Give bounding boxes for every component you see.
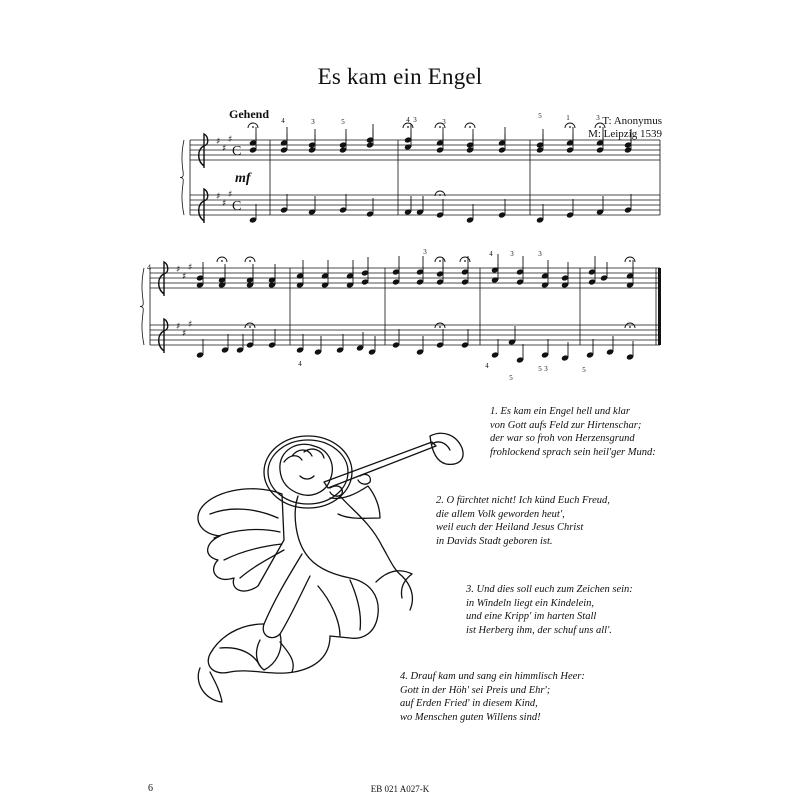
fingering-number: 5 (509, 374, 513, 382)
fingering-number: 4 (406, 116, 410, 124)
sharp-icon: ♯ (188, 320, 193, 330)
verse-3 (466, 583, 633, 637)
tempo-marking: Gehend (229, 107, 270, 121)
fingering-number: 3 (413, 116, 417, 124)
fingering-number: 4 (489, 250, 493, 258)
fingering-number: 5 (538, 365, 542, 373)
fingering-number: 4 (485, 362, 489, 370)
verse-line: wo Menschen guten Willens sind! (400, 711, 541, 723)
verse-line: 2. O fürchtet nicht! Ich künd Euch Freud, (436, 495, 610, 506)
treble-clef-icon (159, 319, 168, 353)
sharp-icon: ♯ (176, 322, 181, 332)
fermata-dot (249, 326, 251, 328)
verse-line: in Davids Stadt geboren ist. (436, 535, 553, 547)
fermata-dot (249, 260, 251, 262)
sharp-icon: ♯ (222, 199, 227, 209)
verse-line: ist Herberg ihm, der schuf uns all'. (466, 624, 612, 636)
fingering-number: 3 (442, 118, 446, 126)
fermata-dot (629, 326, 631, 328)
sharp-icon: ♯ (216, 137, 221, 147)
fermata-dot (221, 260, 223, 262)
fingering-number: 4 (281, 117, 285, 125)
fingering-number: 3 (544, 365, 548, 373)
page-number: 6 (148, 783, 153, 794)
brace (180, 140, 184, 215)
fingering-number: 4 (298, 360, 302, 368)
verse-line: 4. Drauf kam und sang ein himmlisch Heer: (400, 671, 585, 682)
final-bar (658, 268, 661, 345)
treble-clef-icon (199, 189, 208, 223)
fermata-dot (407, 126, 409, 128)
verse-line: auf Erden Fried' in diesem Kind, (400, 698, 538, 709)
verse-line: Gott in der Höh' sei Preis und Ehr'; (400, 684, 551, 696)
fingering-number: 3 (596, 114, 600, 122)
fingering-number: 5 (341, 118, 345, 126)
fingering-number: 5 (538, 112, 542, 120)
fermata-dot (252, 126, 254, 128)
fermata-dot (469, 126, 471, 128)
fingering-number: 1 (566, 114, 570, 122)
verse-line: in Windeln liegt ein Kindelein, (466, 597, 595, 609)
sharp-icon: ♯ (228, 135, 233, 145)
time-signature: C (232, 199, 242, 214)
verse-line: der war so froh von Herzensgrund (490, 433, 635, 444)
fermata-dot (439, 326, 441, 328)
verse-line: die allem Volk geworden heut', (436, 508, 565, 520)
fermata-dot (464, 260, 466, 262)
treble-clef-icon (159, 262, 168, 296)
measure-number: 4 (147, 263, 151, 272)
verse-1 (490, 405, 656, 459)
sharp-icon: ♯ (228, 190, 233, 200)
fermata-dot (629, 260, 631, 262)
fermata-dot (569, 126, 571, 128)
sharp-icon: ♯ (176, 265, 181, 275)
sharp-icon: ♯ (182, 272, 187, 282)
fermata-dot (439, 126, 441, 128)
fermata-dot (599, 126, 601, 128)
treble-clef-icon (199, 134, 208, 168)
verse-line: 3. Und dies soll euch zum Zeichen sein: (466, 584, 633, 595)
fermata-dot (439, 194, 441, 196)
verse-4 (400, 670, 585, 724)
sharp-icon: ♯ (182, 329, 187, 339)
verse-2 (436, 494, 610, 548)
sharp-icon: ♯ (216, 192, 221, 202)
fermata-dot (439, 260, 441, 262)
verse-line: frohlockend sprach sein heil'ger Mund: (490, 446, 656, 458)
dynamic-marking: mf (235, 171, 251, 186)
time-signature: C (232, 144, 242, 159)
verse-line: von Gott aufs Feld zur Hirtenschar; (490, 419, 642, 431)
fingering-number: 5 (582, 366, 586, 374)
verse-line: weil euch der Heiland Jesus Christ (436, 522, 584, 533)
page-title: Es kam ein Engel (317, 64, 483, 89)
angel-illustration (180, 410, 480, 710)
text-credit: T: Anonymus (602, 115, 662, 127)
verse-line: und eine Kripp' im harten Stall (466, 611, 597, 622)
sharp-icon: ♯ (222, 144, 227, 154)
music-credit: M: Leipzig 1539 (588, 128, 662, 140)
fingering-number: 3 (423, 248, 427, 256)
fingering-number: 3 (538, 250, 542, 258)
fingering-number: 3 (311, 118, 315, 126)
fingering-number: 3 (510, 250, 514, 258)
brace (140, 268, 144, 345)
catalog-number: EB 021 A027-K (370, 784, 430, 794)
verse-line: 1. Es kam ein Engel hell und klar (490, 406, 630, 417)
sharp-icon: ♯ (188, 263, 193, 273)
